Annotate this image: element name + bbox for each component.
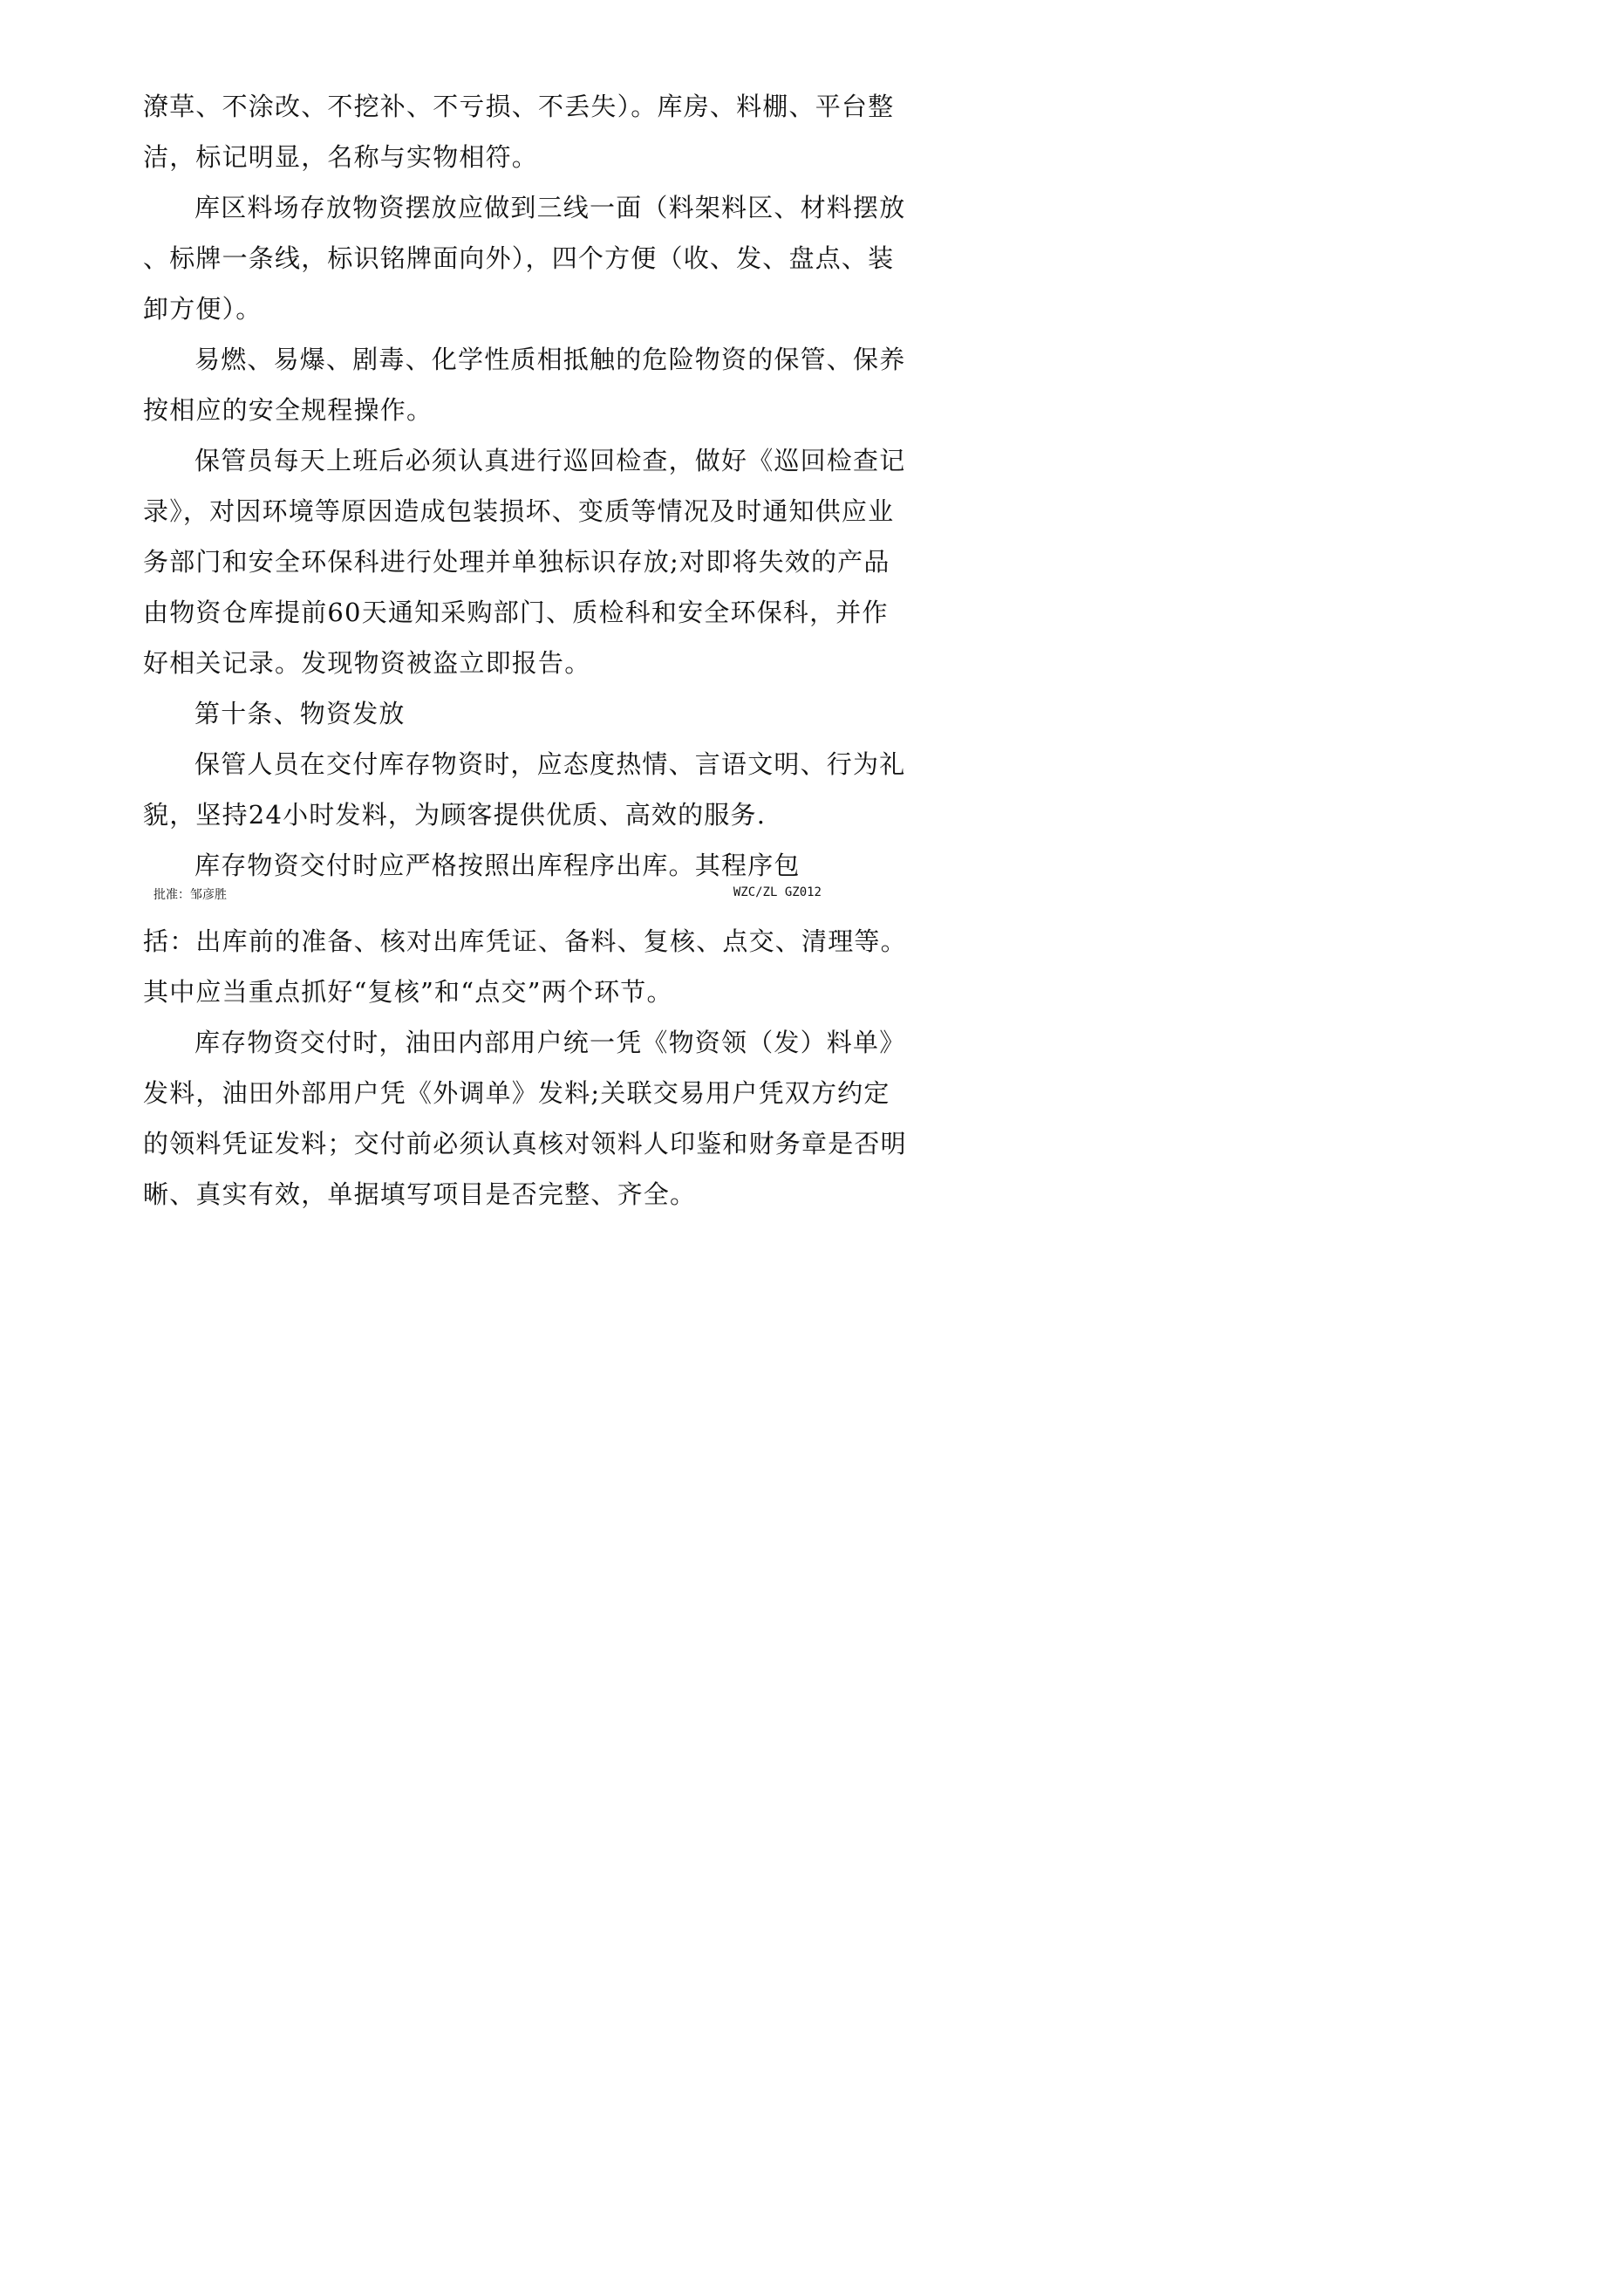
text-line: 务部门和安全环保科进行处理并单独标识存放;对即将失效的产品 [143,547,890,577]
document-code-footer: WZC/ZL GZ012 [733,885,822,899]
paragraph-start-line: 库存物资交付时应严格按照出库程序出库。其程序包 [194,851,801,880]
text-line: 按相应的安全规程操作。 [143,395,433,425]
text-line: 括：出库前的准备、核对出库凭证、备料、复核、点交、清理等。 [143,926,907,956]
text-line: 貌，坚持24小时发料，为顾客提供优质、高效的服务. [143,800,767,830]
text-line: 洁，标记明显，名称与实物相符。 [143,142,539,172]
paragraph-start-line: 库区料场存放物资摆放应做到三线一面（料架料区、材料摆放 [194,193,906,222]
text-block-upper [143,81,906,891]
text-block-lower [143,916,907,1220]
section-heading: 第十条、物资发放 [194,699,406,728]
paragraph-start-line: 易燃、易爆、剧毒、化学性质相抵触的危险物资的保管、保养 [194,345,906,374]
text-line: 其中应当重点抓好“复核”和“点交”两个环节。 [143,977,673,1007]
text-line: 潦草、不涂改、不挖补、不亏损、不丢失）。库房、料棚、平台整 [143,92,895,121]
text-line: 录》，对因环境等原因造成包装损坏、变质等情况及时通知供应业 [143,496,895,526]
paragraph-start-line: 保管人员在交付库存物资时，应态度热情、言语文明、行为礼 [194,749,906,779]
text-line: 由物资仓库提前60天通知采购部门、质检科和安全环保科，并作 [143,598,889,627]
document-page [0,0,962,1361]
text-line: 好相关记录。发现物资被盗立即报告。 [143,648,591,678]
paragraph-start-line: 库存物资交付时，油田内部用户统一凭《物资领（发）料单》 [194,1028,906,1057]
text-line: 、标牌一条线，标识铭牌面向外），四个方便（收、发、盘点、装 [143,243,895,273]
paragraph-start-line: 保管员每天上班后必须认真进行巡回检查，做好《巡回检查记 [194,446,906,475]
text-line: 的领料凭证发料；交付前必须认真核对领料人印鉴和财务章是否明 [143,1129,907,1158]
text-line: 晰、真实有效，单据填写项目是否完整、齐全。 [143,1179,697,1209]
text-line: 卸方便）。 [143,294,263,324]
text-line: 发料，油田外部用户凭《外调单》发料;关联交易用户凭双方约定 [143,1078,890,1108]
approver-footer: 批准：邹彦胜 [153,888,227,902]
